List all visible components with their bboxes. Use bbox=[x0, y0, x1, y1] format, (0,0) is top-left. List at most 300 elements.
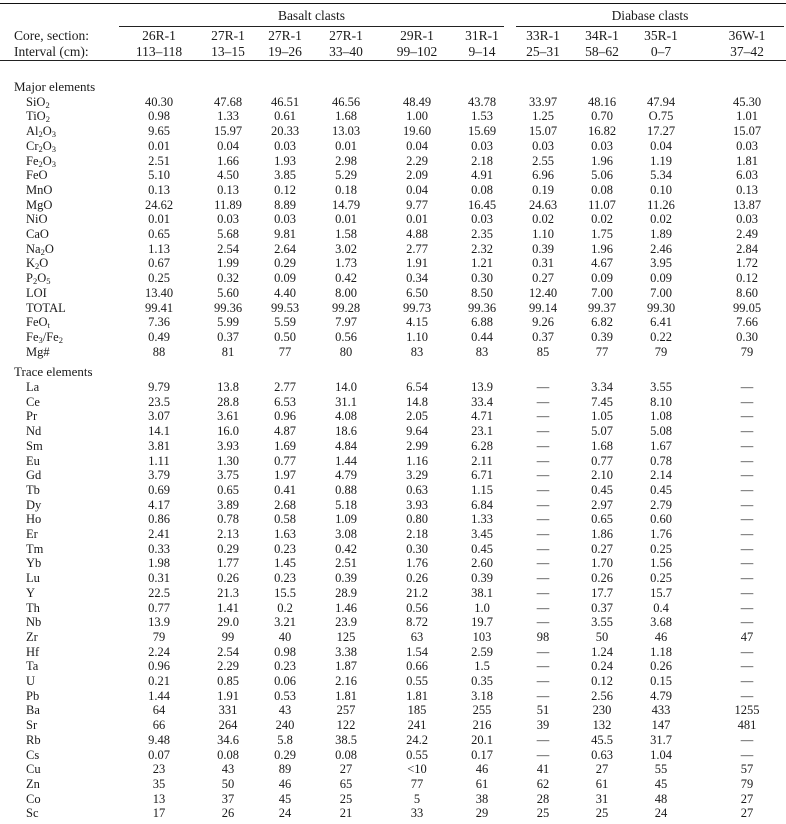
table-cell: 1.04 bbox=[650, 747, 672, 762]
table-cell: 19.7 bbox=[471, 615, 493, 630]
table-cell: 0.30 bbox=[736, 329, 758, 344]
table-cell: 33.4 bbox=[471, 394, 493, 409]
table-row bbox=[0, 242, 786, 257]
table-cell: — bbox=[740, 585, 754, 600]
table-cell: 0.06 bbox=[274, 674, 296, 688]
element-label bbox=[26, 689, 39, 704]
table-cell: 20.1 bbox=[471, 732, 493, 747]
element-label-rest: O bbox=[39, 256, 49, 271]
table-cell: 4.79 bbox=[650, 688, 672, 703]
table-cell: 0.07 bbox=[148, 747, 170, 762]
table-cell: 0.12 bbox=[591, 674, 613, 688]
table-cell: 230 bbox=[592, 703, 612, 718]
element-label bbox=[26, 703, 40, 718]
column-core-9: 36W-1 bbox=[728, 28, 766, 43]
column-core-7: 34R-1 bbox=[585, 28, 619, 43]
table-cell: 0.85 bbox=[217, 674, 239, 688]
table-cell: 61 bbox=[475, 776, 489, 791]
table-row bbox=[0, 154, 786, 169]
element-label bbox=[26, 542, 43, 557]
element-label bbox=[26, 659, 38, 674]
table-cell: 0.69 bbox=[148, 482, 170, 497]
table-cell: 1.16 bbox=[406, 453, 428, 468]
element-label-base: Na bbox=[26, 241, 41, 256]
table-cell: — bbox=[536, 556, 550, 571]
table-cell: 0.13 bbox=[217, 182, 239, 197]
table-cell: 21.3 bbox=[217, 585, 239, 600]
table-cell: 17 bbox=[152, 806, 166, 821]
table-cell: 27 bbox=[339, 762, 353, 777]
column-core-1: 27R-1 bbox=[211, 28, 245, 43]
table-cell: 1.96 bbox=[591, 153, 613, 168]
table-cell: 3.02 bbox=[335, 241, 357, 256]
table-cell: 2.46 bbox=[650, 241, 672, 256]
table-cell: — bbox=[536, 571, 550, 586]
table-cell: 9.77 bbox=[406, 197, 428, 212]
element-label bbox=[26, 571, 40, 586]
element-label bbox=[26, 139, 56, 154]
element-label-base: Er bbox=[26, 527, 38, 541]
table-cell: 7.66 bbox=[736, 315, 758, 330]
element-label-base: Co bbox=[26, 791, 41, 806]
element-label bbox=[26, 806, 39, 821]
table-cell: 0.24 bbox=[591, 659, 613, 674]
table-row bbox=[0, 315, 786, 330]
table-cell: 2.79 bbox=[650, 497, 672, 512]
table-cell: 3.93 bbox=[406, 497, 428, 512]
element-label-base: K bbox=[26, 256, 36, 271]
table-cell: 0.12 bbox=[736, 271, 758, 286]
table-cell: — bbox=[740, 556, 754, 571]
core-section-label: Core, section: bbox=[14, 28, 89, 43]
element-label-base: Rb bbox=[26, 732, 41, 747]
element-label bbox=[26, 468, 41, 483]
column-interval-5: 9–14 bbox=[468, 44, 496, 59]
section-title: Major elements bbox=[14, 79, 96, 94]
element-label bbox=[26, 301, 66, 316]
table-cell: 0.26 bbox=[217, 571, 239, 586]
table-cell: 0.03 bbox=[591, 138, 613, 153]
element-label-sub: 2 bbox=[35, 261, 40, 272]
table-cell: 0.09 bbox=[650, 271, 672, 286]
table-cell: 0.26 bbox=[591, 571, 613, 586]
table-cell: 0.98 bbox=[274, 644, 296, 659]
element-label bbox=[26, 124, 56, 139]
table-cell: — bbox=[740, 527, 754, 541]
table-cell: 13.8 bbox=[217, 380, 239, 394]
table-cell: 0.50 bbox=[274, 329, 296, 344]
table-cell: 5.8 bbox=[277, 732, 293, 747]
element-label bbox=[26, 242, 54, 257]
table-cell: 0.30 bbox=[406, 541, 428, 556]
table-cell: 4.71 bbox=[471, 409, 493, 424]
table-cell: 257 bbox=[336, 703, 356, 718]
group-header-basalt: Basalt clasts bbox=[277, 8, 346, 23]
table-cell: 37 bbox=[221, 791, 235, 806]
table-cell: 9.64 bbox=[406, 424, 428, 439]
table-row bbox=[0, 586, 786, 601]
table-cell: 17.27 bbox=[646, 124, 676, 139]
table-cell: 1.30 bbox=[217, 453, 239, 468]
table-cell: 99.73 bbox=[402, 300, 432, 315]
table-cell: 0.09 bbox=[274, 271, 296, 286]
table-row bbox=[0, 271, 786, 286]
table-row bbox=[0, 659, 786, 674]
table-cell: 24.63 bbox=[528, 197, 558, 212]
table-cell: — bbox=[536, 409, 550, 424]
element-label-base: Cs bbox=[26, 747, 40, 762]
table-cell: 15.5 bbox=[274, 585, 296, 600]
table-cell: 20.33 bbox=[270, 124, 300, 139]
table-cell: 0.55 bbox=[406, 674, 428, 688]
element-label-base: Ce bbox=[26, 394, 40, 409]
element-label bbox=[26, 630, 38, 645]
table-cell: 2.35 bbox=[471, 227, 493, 241]
table-cell: 0.30 bbox=[471, 271, 493, 286]
table-cell: 0.09 bbox=[591, 271, 613, 286]
table-cell: — bbox=[536, 394, 550, 409]
table-cell: 4.15 bbox=[406, 315, 428, 330]
table-cell: 0.04 bbox=[650, 138, 672, 153]
table-cell: 16.0 bbox=[217, 424, 239, 439]
table-cell: 1.67 bbox=[650, 438, 672, 453]
element-label-base: Lu bbox=[26, 571, 40, 586]
table-cell: 0.77 bbox=[148, 600, 170, 615]
table-cell: — bbox=[536, 674, 550, 688]
table-cell: 2.51 bbox=[335, 556, 357, 571]
table-cell: 1.87 bbox=[335, 659, 357, 674]
table-cell: 80 bbox=[339, 344, 353, 359]
table-cell: 47 bbox=[740, 629, 754, 644]
column-core-4: 29R-1 bbox=[400, 28, 434, 43]
table-cell: 1.68 bbox=[591, 438, 613, 453]
table-cell: 1.69 bbox=[274, 438, 296, 453]
table-cell: 79 bbox=[740, 776, 754, 791]
column-interval-2: 19–26 bbox=[268, 44, 302, 59]
table-cell: 2.11 bbox=[471, 453, 493, 468]
element-label-base: Th bbox=[26, 600, 40, 615]
table-cell: 5.29 bbox=[335, 168, 357, 183]
table-cell: 0.25 bbox=[148, 271, 170, 286]
table-cell: 31.7 bbox=[650, 732, 672, 747]
table-cell: 1.44 bbox=[148, 688, 170, 703]
element-label-rest: /Fe bbox=[42, 329, 59, 344]
table-cell: 46 bbox=[654, 629, 668, 644]
element-label-base: Sr bbox=[26, 718, 38, 733]
table-cell: — bbox=[740, 512, 754, 527]
element-label-base: LOI bbox=[26, 285, 47, 300]
table-cell: 33.97 bbox=[528, 94, 558, 109]
table-cell: 6.50 bbox=[406, 285, 428, 300]
table-cell: 2.29 bbox=[406, 153, 428, 168]
table-cell: 2.13 bbox=[217, 527, 239, 541]
table-cell: 0.01 bbox=[406, 212, 428, 227]
table-cell: 2.56 bbox=[591, 688, 613, 703]
table-cell: 2.98 bbox=[335, 153, 357, 168]
column-core-6: 33R-1 bbox=[526, 28, 560, 43]
table-row bbox=[0, 556, 786, 571]
table-cell: 0.65 bbox=[591, 512, 613, 527]
table-row bbox=[0, 689, 786, 704]
table-cell: 0.63 bbox=[591, 747, 613, 762]
table-cell: 9.48 bbox=[148, 732, 170, 747]
table-cell: 28.9 bbox=[335, 585, 357, 600]
table-cell: 1.44 bbox=[335, 453, 357, 468]
element-label bbox=[26, 601, 40, 616]
table-cell: 0.08 bbox=[471, 182, 493, 197]
table-cell: 6.82 bbox=[591, 315, 613, 330]
element-label bbox=[26, 777, 40, 792]
table-cell: 331 bbox=[218, 703, 238, 718]
table-cell: 1.01 bbox=[736, 109, 758, 124]
element-label-base: MnO bbox=[26, 182, 53, 197]
table-cell: 0.02 bbox=[650, 212, 672, 227]
table-cell: 40.30 bbox=[144, 94, 174, 109]
table-row bbox=[0, 286, 786, 301]
table-cell: 40 bbox=[278, 629, 292, 644]
table-row bbox=[0, 630, 786, 645]
element-label-sub: 2 bbox=[38, 143, 43, 154]
table-cell: 46 bbox=[278, 776, 292, 791]
table-cell: 0.18 bbox=[335, 182, 357, 197]
table-cell: 2.64 bbox=[274, 241, 296, 256]
table-cell: 61 bbox=[595, 776, 609, 791]
table-cell: 2.55 bbox=[532, 153, 554, 168]
table-cell: 0.04 bbox=[406, 182, 428, 197]
table-row bbox=[0, 645, 786, 660]
element-label-base: Eu bbox=[26, 453, 40, 468]
table-cell: 45 bbox=[654, 776, 668, 791]
element-label-base: Tm bbox=[26, 541, 44, 556]
table-cell: 41 bbox=[536, 762, 550, 777]
table-cell: 1.08 bbox=[650, 409, 672, 424]
table-cell: 0.13 bbox=[736, 182, 758, 197]
table-cell: 46.51 bbox=[270, 94, 300, 109]
table-cell: — bbox=[536, 438, 550, 453]
element-label-sub: 2 bbox=[45, 114, 50, 125]
element-label bbox=[26, 586, 35, 601]
table-cell: 0.60 bbox=[650, 512, 672, 527]
element-label-base: Nd bbox=[26, 424, 42, 439]
table-cell: — bbox=[536, 527, 550, 541]
table-cell: 11.89 bbox=[214, 197, 242, 212]
element-label bbox=[26, 183, 52, 198]
table-cell: 3.18 bbox=[471, 688, 493, 703]
table-cell: 50 bbox=[595, 629, 609, 644]
table-cell: 0.45 bbox=[471, 541, 493, 556]
table-row bbox=[0, 424, 786, 439]
table-cell: 241 bbox=[407, 718, 427, 733]
element-label-base: Sm bbox=[26, 438, 43, 453]
table-cell: — bbox=[536, 468, 550, 483]
table-row bbox=[0, 542, 786, 557]
column-core-3: 27R-1 bbox=[329, 28, 363, 43]
table-cell: 2.05 bbox=[406, 409, 428, 424]
table-cell: 1.05 bbox=[591, 409, 613, 424]
table-cell: 0.44 bbox=[471, 329, 493, 344]
table-cell: 4.88 bbox=[406, 227, 428, 241]
table-cell: 13.87 bbox=[732, 197, 762, 212]
table-cell: 1.97 bbox=[274, 468, 296, 483]
table-cell: — bbox=[536, 659, 550, 674]
element-label-base: Pb bbox=[26, 688, 40, 703]
element-label-base: TOTAL bbox=[26, 300, 66, 315]
table-cell: 8.00 bbox=[335, 285, 357, 300]
table-cell: 29 bbox=[475, 806, 489, 821]
table-cell: 0.70 bbox=[591, 109, 613, 124]
table-cell: 2.68 bbox=[274, 497, 296, 512]
element-label-base: P bbox=[26, 271, 33, 286]
table-cell: — bbox=[740, 644, 754, 659]
table-cell: 99.30 bbox=[646, 300, 676, 315]
table-cell: 57 bbox=[740, 762, 754, 777]
table-cell: 2.60 bbox=[471, 556, 493, 571]
table-cell: 6.53 bbox=[274, 394, 296, 409]
table-cell: 6.03 bbox=[736, 168, 758, 183]
table-cell: — bbox=[536, 497, 550, 512]
table-cell: 79 bbox=[740, 344, 754, 359]
table-cell: 63 bbox=[410, 629, 424, 644]
table-cell: 3.85 bbox=[274, 168, 296, 183]
table-cell: 4.40 bbox=[274, 285, 296, 300]
table-cell: 28 bbox=[536, 791, 550, 806]
table-cell: 65 bbox=[339, 776, 353, 791]
table-cell: 132 bbox=[592, 718, 612, 733]
table-cell: 14.79 bbox=[331, 197, 361, 212]
table-cell: — bbox=[536, 747, 550, 762]
table-cell: 23 bbox=[152, 762, 166, 777]
table-cell: 24.62 bbox=[144, 197, 174, 212]
table-cell: 0.77 bbox=[591, 453, 613, 468]
table-row bbox=[0, 483, 786, 498]
element-label bbox=[26, 762, 41, 777]
element-label bbox=[26, 454, 40, 469]
table-cell: 4.17 bbox=[148, 497, 170, 512]
element-label-base: Gd bbox=[26, 468, 42, 483]
table-cell: — bbox=[740, 438, 754, 453]
table-cell: 2.32 bbox=[471, 241, 493, 256]
table-cell: 1.99 bbox=[217, 256, 239, 271]
table-cell: 45 bbox=[278, 791, 292, 806]
table-cell: 1.96 bbox=[591, 241, 613, 256]
table-cell: 13.40 bbox=[144, 285, 174, 300]
table-row bbox=[0, 212, 786, 227]
table-cell: 0.21 bbox=[148, 674, 170, 688]
column-core-5: 31R-1 bbox=[465, 28, 499, 43]
element-label-base: Sc bbox=[26, 806, 39, 821]
element-label bbox=[26, 409, 37, 424]
element-label bbox=[26, 168, 48, 183]
table-cell: 1.77 bbox=[217, 556, 239, 571]
table-cell: 43 bbox=[221, 762, 235, 777]
table-cell: 48.49 bbox=[402, 94, 432, 109]
element-label bbox=[26, 198, 52, 213]
table-cell: 13.9 bbox=[148, 615, 170, 630]
table-cell: — bbox=[740, 747, 754, 762]
table-cell: 0.29 bbox=[217, 541, 239, 556]
table-row bbox=[0, 703, 786, 718]
element-label-base: Hf bbox=[26, 644, 40, 659]
table-cell: 24 bbox=[654, 806, 668, 821]
element-label bbox=[26, 227, 49, 242]
table-row bbox=[0, 748, 786, 763]
table-cell: 8.50 bbox=[471, 285, 493, 300]
header-bottom-rule bbox=[0, 60, 786, 61]
table-cell: 0.49 bbox=[148, 329, 170, 344]
table-cell: 1.09 bbox=[335, 512, 357, 527]
element-label-base: MgO bbox=[26, 197, 53, 212]
element-label-sub2: 2 bbox=[58, 334, 63, 345]
table-cell: 16.45 bbox=[467, 197, 497, 212]
table-cell: 0.80 bbox=[406, 512, 428, 527]
table-cell: 43.78 bbox=[467, 94, 497, 109]
table-cell: O.75 bbox=[648, 109, 674, 124]
table-cell: 48 bbox=[654, 791, 668, 806]
table-cell: 9.81 bbox=[274, 227, 296, 241]
table-cell: 0.56 bbox=[335, 329, 357, 344]
table-cell: 5.99 bbox=[217, 315, 239, 330]
element-label-base: FeO bbox=[26, 168, 48, 183]
table-cell: 0.23 bbox=[274, 571, 296, 586]
table-cell: 0.61 bbox=[274, 109, 296, 124]
table-cell: — bbox=[740, 497, 754, 512]
table-cell: 0.02 bbox=[591, 212, 613, 227]
element-label bbox=[26, 615, 41, 630]
table-cell: 0.78 bbox=[217, 512, 239, 527]
table-row bbox=[0, 395, 786, 410]
table-cell: 0.31 bbox=[532, 256, 554, 271]
table-cell: 98 bbox=[536, 629, 550, 644]
table-cell: 1.24 bbox=[591, 644, 613, 659]
table-cell: 81 bbox=[221, 344, 235, 359]
table-cell: 481 bbox=[737, 718, 757, 733]
table-cell: 0.4 bbox=[653, 600, 669, 615]
table-cell: 0.39 bbox=[335, 571, 357, 586]
table-cell: 25 bbox=[536, 806, 550, 821]
table-cell: 0.88 bbox=[335, 482, 357, 497]
table-cell: 23.1 bbox=[471, 424, 493, 439]
table-cell: 1.0 bbox=[474, 600, 490, 615]
table-cell: 5.07 bbox=[591, 424, 613, 439]
element-label bbox=[26, 395, 40, 410]
table-cell: 240 bbox=[275, 718, 295, 733]
table-cell: 1.53 bbox=[471, 109, 493, 124]
element-label-sub2: 5 bbox=[46, 276, 51, 287]
table-cell: 13.9 bbox=[471, 380, 493, 394]
element-label-base: Dy bbox=[26, 497, 42, 512]
table-cell: 6.88 bbox=[471, 315, 493, 330]
table-cell: 0.65 bbox=[217, 482, 239, 497]
element-label-base: TiO bbox=[26, 109, 46, 124]
table-cell: 1.73 bbox=[335, 256, 357, 271]
table-cell: 185 bbox=[407, 703, 427, 718]
table-cell: 0.03 bbox=[736, 212, 758, 227]
table-cell: 1.45 bbox=[274, 556, 296, 571]
table-cell: 0.39 bbox=[532, 241, 554, 256]
table-cell: 125 bbox=[336, 629, 356, 644]
table-cell: 1.63 bbox=[274, 527, 296, 541]
element-label-base: Pr bbox=[26, 409, 38, 424]
element-label bbox=[26, 271, 50, 286]
table-row bbox=[0, 454, 786, 469]
table-cell: 0.08 bbox=[335, 747, 357, 762]
table-cell: — bbox=[740, 732, 754, 747]
element-label-sub: 2 bbox=[38, 158, 43, 169]
table-cell: 35 bbox=[152, 776, 166, 791]
table-cell: 6.84 bbox=[471, 497, 493, 512]
table-cell: 264 bbox=[218, 718, 238, 733]
table-cell: 0.01 bbox=[335, 212, 357, 227]
